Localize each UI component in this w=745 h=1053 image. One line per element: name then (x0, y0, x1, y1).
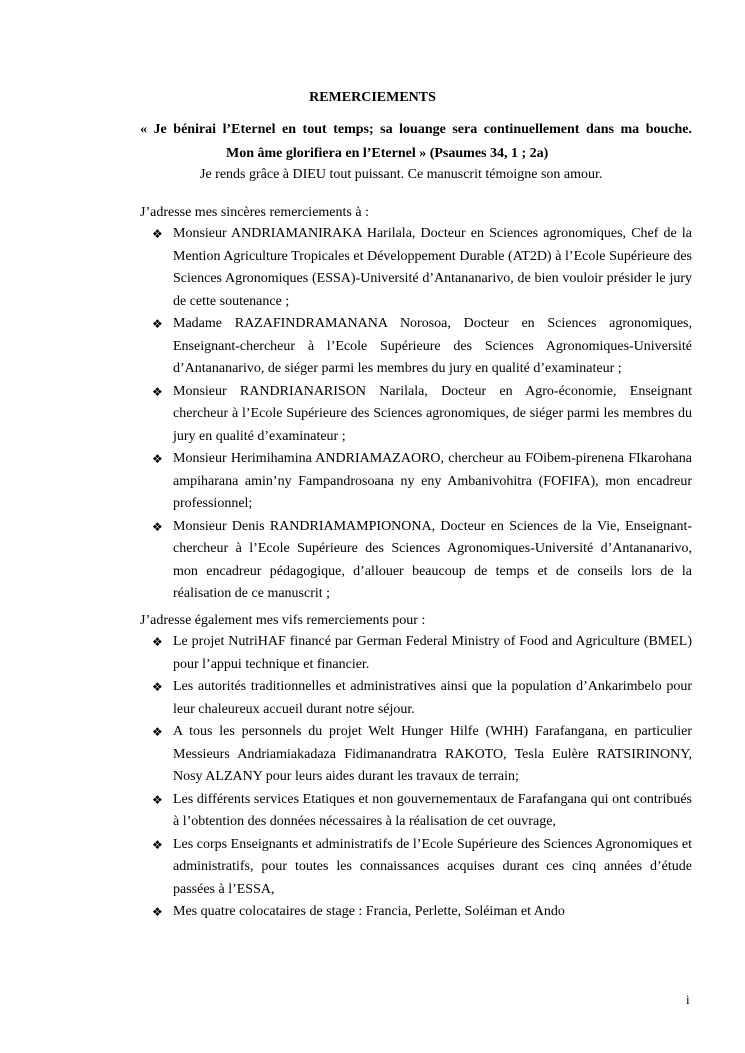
list-item (140, 223, 692, 313)
bullet-diamond-icon: ❖ (152, 792, 163, 807)
bullet-diamond-icon: ❖ (152, 837, 163, 852)
bullet-diamond-icon: ❖ (152, 635, 163, 649)
section1-list (140, 223, 692, 606)
list-item (140, 834, 692, 902)
epigraph-line-1: « Je bénirai l’Eternel en tout temps; sa louange sera continuellement dans ma bouche. (140, 122, 692, 137)
thanks-god-text: Je rends grâce à DIEU tout puissant. Ce manuscrit témoigne son amour. (200, 167, 603, 182)
list-item-text: Monsieur RANDRIANARISON Narilala, Docteur en Agro-économie, Enseignant chercheur à l’Ecole Supérieure des Sciences agronomiques, de siéger parmi les membres du jury en qualité d’examinateur ; (173, 383, 692, 444)
list-item-text: Monsieur Herimihamina ANDRIAMAZAORO, chercheur au FOibem-pirenena FIkarohana ampiharana amin’ny Fampandrosoana ny eny Ambanivohitra (FOFIFA), mon encadreur professionnel; (173, 451, 692, 511)
bullet-diamond-icon: ❖ (152, 452, 163, 466)
list-item (140, 516, 692, 606)
page-number: i (686, 992, 690, 1007)
epigraph-line-2: Mon âme glorifiera en l’Eternel » (Psaumes 34, 1 ; 2a) (226, 146, 549, 161)
list-item-text: Monsieur Denis RANDRIAMAMPIONONA, Docteur en Sciences de la Vie, Enseignant-chercheur à l’Ecole Supérieure des Sciences Agronomiques-Université d’Antananarivo, mon encadreur pédagogique, d’allouer beaucoup de temps et de conseils lors de la réalisation de ce manuscrit ; (173, 518, 692, 601)
bullet-diamond-icon: ❖ (152, 680, 163, 694)
list-item-text: Monsieur ANDRIAMANIRAKA Harilala, Docteur en Sciences agronomiques, Chef de la Mention Agriculture Tropicales et Développement Durable (AT2D) à l’Ecole Supérieure des Sciences Agronomiques (ESSA)-Université d’Antananarivo, de bien vouloir présider le jury de cette soutenance ; (173, 226, 692, 309)
section2-intro: J’adresse également mes vifs remerciements pour : (140, 613, 426, 628)
list-item (140, 789, 692, 834)
bullet-diamond-icon: ❖ (152, 317, 163, 331)
list-item-text: Le projet NutriHAF financé par German Federal Ministry of Food and Agriculture (BMEL) pour l’appui technique et financier. (173, 634, 692, 672)
section2-list (140, 631, 692, 924)
list-item-text: Madame RAZAFINDRAMANANA Norosoa, Docteur en Sciences agronomiques, Enseignant-chercheur à l’Ecole Supérieure des Sciences Agronomiques-Université d’Antananarivo, de siéger parmi les membres du jury en qualité d’examinateur ; (173, 316, 692, 376)
list-item (140, 631, 692, 676)
page-title: REMERCIEMENTS (309, 90, 436, 105)
list-item (140, 381, 692, 449)
list-item-text: A tous les personnels du projet Welt Hunger Hilfe (WHH) Farafangana, en particulier Messieurs Andriamiakadaza Fidimanandratra RAKOTO, Tesla Eulère RATSIRINONY, Nosy ALZANY pour leurs aides durant les travaux de terrain; (173, 724, 692, 784)
list-item (140, 448, 692, 516)
list-item-text: Les autorités traditionnelles et administratives ainsi que la population d’Ankarimbelo pour leur chaleureux accueil durant notre séjour. (173, 679, 692, 717)
list-item (140, 676, 692, 721)
list-item-text: Les différents services Etatiques et non gouvernementaux de Farafangana qui ont contribués à l’obtention des données nécessaires à la réalisation de cet ouvrage, (173, 791, 692, 829)
bullet-diamond-icon: ❖ (152, 519, 163, 534)
bullet-diamond-icon: ❖ (152, 725, 163, 739)
bullet-diamond-icon: ❖ (152, 384, 163, 399)
list-item (140, 313, 692, 381)
list-item-text: Mes quatre colocataires de stage : Francia, Perlette, Soléiman et Ando (173, 904, 565, 919)
bullet-diamond-icon: ❖ (152, 227, 163, 241)
list-item (140, 721, 692, 789)
bullet-diamond-icon: ❖ (152, 905, 163, 919)
section1-intro: J’adresse mes sincères remerciements à : (140, 205, 369, 220)
list-item (140, 901, 692, 924)
list-item-text: Les corps Enseignants et administratifs de l’Ecole Supérieure des Sciences Agronomiques et administratifs, pour toutes les connaissances acquises durant ces cinq années d’étude passées à l’ESSA, (173, 836, 692, 897)
